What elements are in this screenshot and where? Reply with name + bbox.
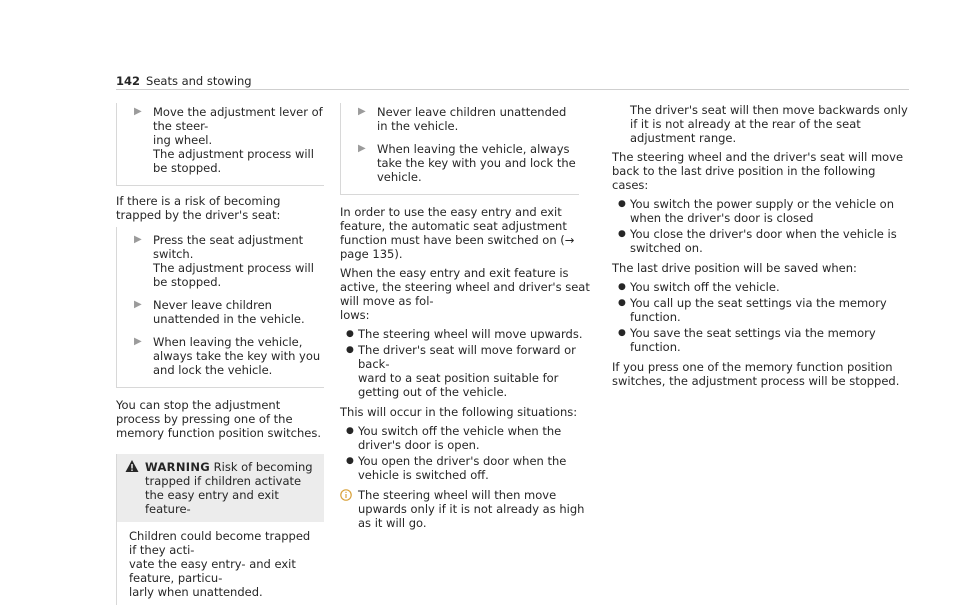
column-3 [612,103,912,393]
header-divider [116,89,909,90]
list-item [340,343,600,399]
column-2 [340,103,600,530]
last-position-paragraph: The steering wheel and the driver's seat will move back to the last drive position in the following cases: [612,150,904,192]
list-item-text: You open the driver's door when the vehicle is switched off. [358,454,567,482]
bullet-icon: ● [346,345,354,355]
warning-triangle-icon [125,459,139,473]
list-item-text: You close the driver's door when the vehicle is switched on. [630,227,897,255]
arrow-right-icon: ▶ [358,106,366,117]
bullet-icon: ● [346,456,354,466]
step-item [117,233,324,289]
page-number: 142 [116,74,141,88]
list-item [340,454,600,482]
list-item-text: You switch off the vehicle. [630,280,780,294]
warning-title: Risk of becoming trapped if children activate the easy entry and exit feature- [145,460,313,516]
list-item-text: You save the seat settings via the memory function. [630,326,876,354]
list-item-text: You switch the power supply or the vehicle on when the driver's door is closed [630,197,894,225]
step-item [341,142,579,184]
easy-entry-paragraph: In order to use the easy entry and exit feature, the automatic seat adjustment function must have been switched on (→ page 135). [340,205,575,261]
step-item [117,105,324,175]
bullet-icon: ● [618,229,626,239]
section-title: Seats and stowing [146,74,252,88]
movement-paragraph: When the easy entry and exit feature is active, the steering wheel and driver's seat will move as fol- lows: [340,266,590,322]
step-text: Never leave children unattended in the vehicle. [377,105,567,133]
stop-paragraph: You can stop the adjustment process by pressing one of the memory function position switches. [116,398,321,440]
step-box [340,103,579,195]
step-text: When leaving the vehicle, always take the key with you and lock the vehicle. [153,335,321,377]
bullet-icon: ● [618,282,626,292]
step-box [116,103,324,186]
list-item [340,424,600,452]
step-item [341,105,579,133]
warning-body: Children could become trapped if they acti- vate the easy entry- and exit feature, particu- larly when unattended. [129,529,311,599]
arrow-right-icon: ▶ [134,106,142,117]
arrow-right-icon: ▶ [134,234,142,245]
step-text: Press the seat adjustment switch. The adjustment process will be stopped. [153,233,314,289]
seat-continuation: The driver's seat will then move backwards only if it is not already at the rear of the seat adjustment range. [630,103,908,145]
situations-paragraph: This will occur in the following situations: [340,405,578,419]
list-item-text: You switch off the vehicle when the driver's door is open. [358,424,562,452]
arrow-right-icon: ▶ [134,336,142,347]
list-item [612,227,912,255]
list-item [612,326,912,354]
list-item [612,280,912,294]
list-item [340,327,600,341]
step-text: When leaving the vehicle, always take the key with you and lock the vehicle. [377,142,576,184]
list-item [612,197,912,225]
list-item-text: The steering wheel will move upwards. [358,327,583,341]
arrow-right-icon: ▶ [134,299,142,310]
memory-paragraph: If you press one of the memory function position switches, the adjustment process will be stopped. [612,360,900,388]
list-item-text: The driver's seat will move forward or back- ward to a seat position suitable for getting out of the vehicle. [358,343,576,399]
list-item [612,296,912,324]
movement-list [340,327,600,399]
step-text: Never leave children unattended in the vehicle. [153,298,305,326]
saved-when-paragraph: The last drive position will be saved when: [612,261,857,275]
step-item [117,298,324,326]
warning-label: WARNING [145,460,210,474]
column-1 [116,103,324,605]
list-item-text: You call up the seat settings via the memory function. [630,296,887,324]
saved-list [612,280,912,354]
note-text: The steering wheel will then move upwards only if it is not already as high as it will go. [358,488,585,530]
step-item [117,335,324,377]
info-note-icon [340,489,352,501]
bullet-icon: ● [346,329,354,339]
warning-box [116,454,324,605]
step-box [116,227,324,388]
bullet-icon: ● [346,426,354,436]
situations-list [340,424,600,482]
arrow-right-icon: ▶ [358,143,366,154]
page-header [116,74,252,88]
cases-list [612,197,912,255]
bullet-icon: ● [618,199,626,209]
trap-intro: If there is a risk of becoming trapped by the driver's seat: [116,194,281,222]
bullet-icon: ● [618,328,626,338]
step-text: Move the adjustment lever of the steer- ing wheel. The adjustment process will be stopped. [153,105,323,175]
warning-header [117,454,324,522]
bullet-icon: ● [618,298,626,308]
info-note [340,488,600,530]
